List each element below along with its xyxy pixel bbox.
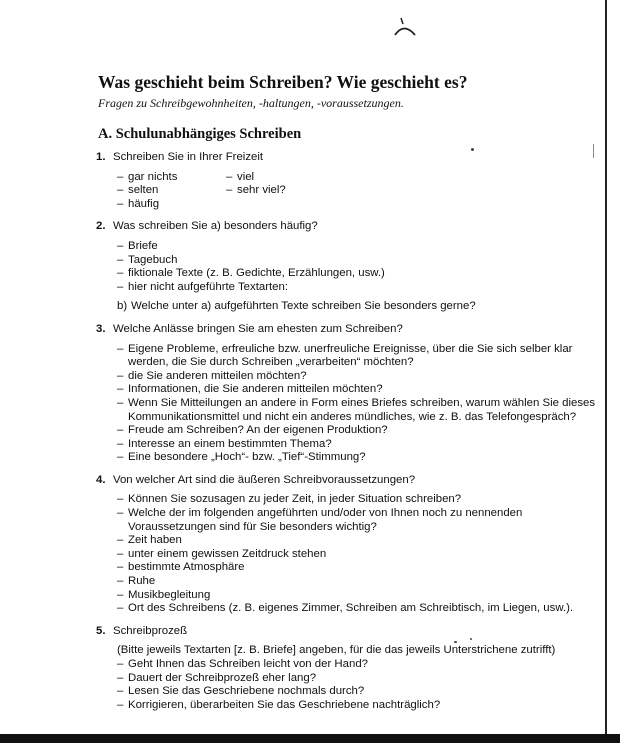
answer-options [96,171,596,212]
list-item: – Zeit haben [117,534,182,547]
question-text: Was schreiben Sie a) besonders häufig? [113,220,318,233]
question-number: 1. [96,151,106,163]
question-text: Schreibprozeß [113,624,188,637]
list-item: – Geht Ihnen das Schreiben leicht von der Hand? [117,658,368,670]
question-5-note: (Bitte jeweils Textarten [z. B. Briefe] angeben, für die das jeweils Unterstrichene zutrifft) [117,644,556,657]
answer-list [96,658,596,712]
answer-list [96,343,596,465]
list-item: – Lesen Sie das Geschriebene nochmals durch? [117,685,365,698]
list-item: – sehr viel? [226,184,286,197]
question-2 [96,220,596,234]
question-number: 3. [96,322,106,335]
list-item: – gar nichts [117,170,178,183]
question-number: 2. [96,220,106,233]
section-heading: A. Schulunabhängiges Schreiben [98,126,302,142]
handwritten-mark [392,16,418,38]
list-item: – Musikbegleitung [117,588,211,601]
question-text: Schreiben Sie in Ihrer Freizeit [113,151,264,163]
question-5 [96,625,596,639]
list-item: – bestimmte Atmosphäre [117,561,245,574]
list-item: – unter einem gewissen Zeitdruck stehen [117,547,327,560]
page-title: Was geschieht beim Schreiben? Wie geschieht es? [98,72,468,92]
scan-border-right [605,0,607,735]
list-item: – hier nicht aufgeführte Textarten: [117,280,288,293]
list-item: – fiktionale Texte (z. B. Gedichte, Erzählungen, usw.) [117,267,385,280]
question-3 [96,323,596,337]
list-item: – Interesse an einem bestimmten Thema? [117,437,332,450]
list-item: – Ruhe [117,575,156,588]
list-item: – die Sie anderen mitteilen möchten? [117,369,307,382]
list-item: – häufig [117,197,160,210]
list-item: – Freude am Schreiben? An der eigenen Produktion? [117,424,388,437]
answer-list [96,493,596,615]
list-item: – selten [117,184,159,197]
scan-border-bottom [0,734,620,743]
question-2-part-b: b) Welche unter a) aufgeführten Texte schreiben Sie besonders gerne? [117,300,476,313]
list-item: – Informationen, die Sie anderen mitteilen möchten? [117,383,383,396]
list-item: – viel [226,170,255,183]
page-subtitle: Fragen zu Schreibgewohnheiten, -haltungen, -voraussetzungen. [98,96,404,110]
list-item: – Welche der im folgenden angeführten und/oder von Ihnen noch zu nennenden Voraussetzungen sind für Sie besonders wichtig? [117,507,523,533]
question-1 [96,151,596,165]
list-item: – Ort des Schreibens (z. B. eigenes Zimmer, Schreiben am Schreibtisch, im Liegen, usw.). [117,602,574,615]
question-number: 5. [96,624,106,637]
list-item: – Eine besondere „Hoch“- bzw. „Tief“-Stimmung? [117,451,366,464]
question-4 [96,474,596,488]
list-item: – Tagebuch [117,253,178,266]
question-number: 4. [96,473,106,486]
list-item: – Korrigieren, überarbeiten Sie das Geschriebene nachträglich? [117,698,441,711]
questionnaire [96,151,596,712]
list-item: – Wenn Sie Mitteilungen an andere in Form eines Briefes schreiben, warum wählen Sie dieses Kommunikationsmittel und nicht ein anderes mündliches, wie z. B. das Telefongespräch? [117,396,596,423]
list-item: – Eigene Probleme, erfreuliche bzw. unerfreuliche Ereignisse, über die Sie sich selber klar werden, die Sie durch Schreiben „verarbeiten“ möchten? [117,342,573,369]
list-item: – Können Sie sozusagen zu jeder Zeit, in jeder Situation schreiben? [117,493,462,506]
answer-list [96,240,596,294]
list-item: – Briefe [117,239,158,252]
list-item: – Dauert der Schreibprozeß eher lang? [117,671,317,684]
question-text: Welche Anlässe bringen Sie am ehesten zum Schreiben? [113,322,403,335]
question-text: Von welcher Art sind die äußeren Schreibvoraussetzungen? [113,473,416,486]
